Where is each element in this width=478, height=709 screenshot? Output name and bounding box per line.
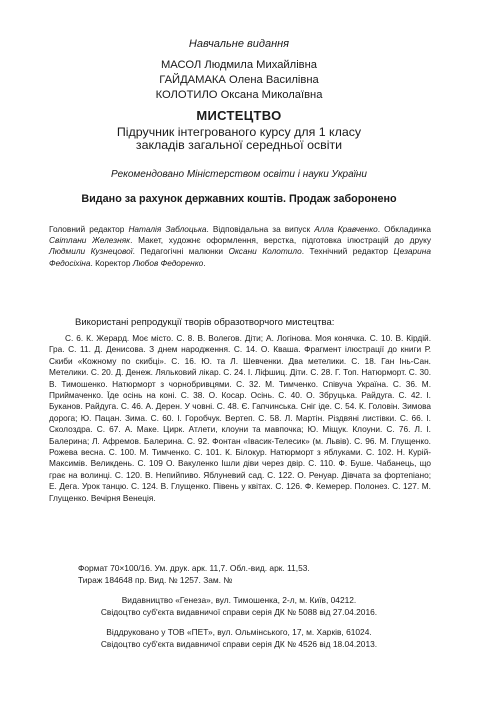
staff-label: . Відповідальна за випуск	[206, 224, 315, 234]
author-list	[0, 58, 478, 103]
reproductions-heading: Використані репродукції творів образотворчого мистецтва:	[75, 317, 335, 328]
ministry-recommendation: Рекомендовано Міністерством освіти і науки України	[111, 169, 367, 180]
staff-label: . Педагогічні малюнки	[132, 246, 229, 257]
technical-editor: Цезарина Федосіхіна	[49, 246, 431, 268]
book-title: МИСТЕЦТВО	[196, 108, 282, 123]
format-line: Формат 70×100/16. Ум. друк. арк. 11,7. Обл.-вид. арк. 11,53.	[78, 563, 310, 573]
chief-editor: Наталія Заблоцька	[128, 224, 207, 234]
printer-info	[0, 627, 478, 650]
reproductions-list: С. 6. К. Жерард. Моє місто. С. 8. В. Волегов. Діти; А. Логінова. Моя конячка. С. 10. В. Кірдій. Гра. С. 11. Д. Денисова. З днем народження. С. 14. О. Кваша. Фрагмент ілюстрації до книги Р. Скиби «Кожному по скибці». С. 16. Ю. та Л. Шевченки. Два метелики. С. 18. Ган Інь-Сан. Метелики. С. 20. Д. Денеж. Ляльковий лікар. С. 24. І. Ліфшиц. Діти. С. 28. Г. Топ. Натюрморт. С. 30. В. Тимошенко. Натюрморт з чорнобривцями. С. 32. М. Тимченко. Співуча Україна. С. 36. М. Приймаченко. Їде осінь на коні. С. 38. О. Косар. Осінь. С. 40. О. Збруцька. Райдуга. С. 42. І. Буканов. Райдуга. С. 46. А. Дерен. У човні. С. 48. Є. Гапчинська. Сніг іде. С. 54. К. Головін. Зимова дорога; Ю. Пацан. Зима. С. 60. І. Горобчук. Вертеп. С. 58. Л. Мартін. Різдвяні листівки. С. 66. І. Сколоздра. С. 67. А. Маке. Цирк. Атлети, клоуни та мавпочка; Ю. Міщук. Клоуни. С. 76. Л. І. Балерина; Л. Афремов. Балерина. С. 92. Фонтан «Івасик-Телесик» (м. Львів). С. 96. М. Глущенко. Рожева весна. С. 100. М. Тимченко. С. 101. К. Білокур. Натюрморт з яблуками. С. 102. Н. Курій-Максимів. Великдень. С. 109 О. Вакуленко Ішли діви через двір. С. 110. Ф. Буше. Чабанець, що грає на волинці. С. 120. В. Непийпиво. Яблуневий сад. С. 122. О. Ренуар. Дівчата за фортепіано; Е. Дега. Урок танцю. С. 124. В. Глущенко. Півень у квітах. С. 126. Ф. Кемерер. Полонез. С. 127. М. Глущенко. Вечірня Венеція.	[49, 333, 431, 503]
staff-label: . Обкладинка	[377, 224, 431, 234]
funding-notice: Видано за рахунок державних коштів. Продаж заборонено	[81, 193, 397, 205]
staff-label: . Технічний редактор	[301, 246, 394, 257]
staff-label: . Макет, художнє оформлення, верстка, підготовка ілюстрацій до друку	[130, 235, 432, 246]
staff-label: Головний редактор	[49, 224, 129, 234]
author-name: КОЛОТИЛО Оксана Миколаївна	[155, 89, 323, 101]
printer-line: Свідоцтво суб'єкта видавничої справи серія ДК № 4526 від 18.04.2013.	[100, 638, 378, 649]
layout-designer: Людмили Кузнецової	[49, 246, 133, 257]
print-format	[78, 563, 310, 586]
author-name: МАСОЛ Людмила Михайлівна	[160, 59, 318, 71]
publisher-line: Свідоцтво суб'єкта видавничої справи серія ДК № 5088 від 27.04.2016.	[100, 606, 378, 617]
publisher-info	[0, 595, 478, 618]
staff-end: .	[203, 257, 206, 268]
printer-line: Віддруковано у ТОВ «ПЕТ», вул. Ольмінського, 17, м. Харків, 61024.	[106, 627, 372, 637]
publisher-line: Видавництво «Генеза», вул. Тимошенка, 2-л, м. Київ, 04212.	[121, 595, 357, 605]
illustrator: Оксани Колотило	[228, 246, 302, 257]
edition-type: Навчальне видання	[188, 38, 290, 50]
author-name: ГАЙДАМАКА Олена Василівна	[159, 74, 319, 86]
subtitle-line: Підручник інтегрованого курсу для 1 класу	[116, 125, 362, 139]
book-subtitle	[0, 126, 478, 152]
corrector: Любов Федоренко	[132, 257, 204, 268]
subtitle-line: закладів загальної середньої освіти	[135, 138, 343, 152]
editorial-staff	[49, 224, 431, 269]
cover-designer: Світлани Железняк	[49, 235, 131, 246]
format-line: Тираж 184648 пр. Вид. № 1257. Зам. №	[78, 574, 233, 585]
staff-label: . Коректор	[90, 257, 133, 268]
issue-editor: Алла Кравченко	[314, 224, 378, 234]
